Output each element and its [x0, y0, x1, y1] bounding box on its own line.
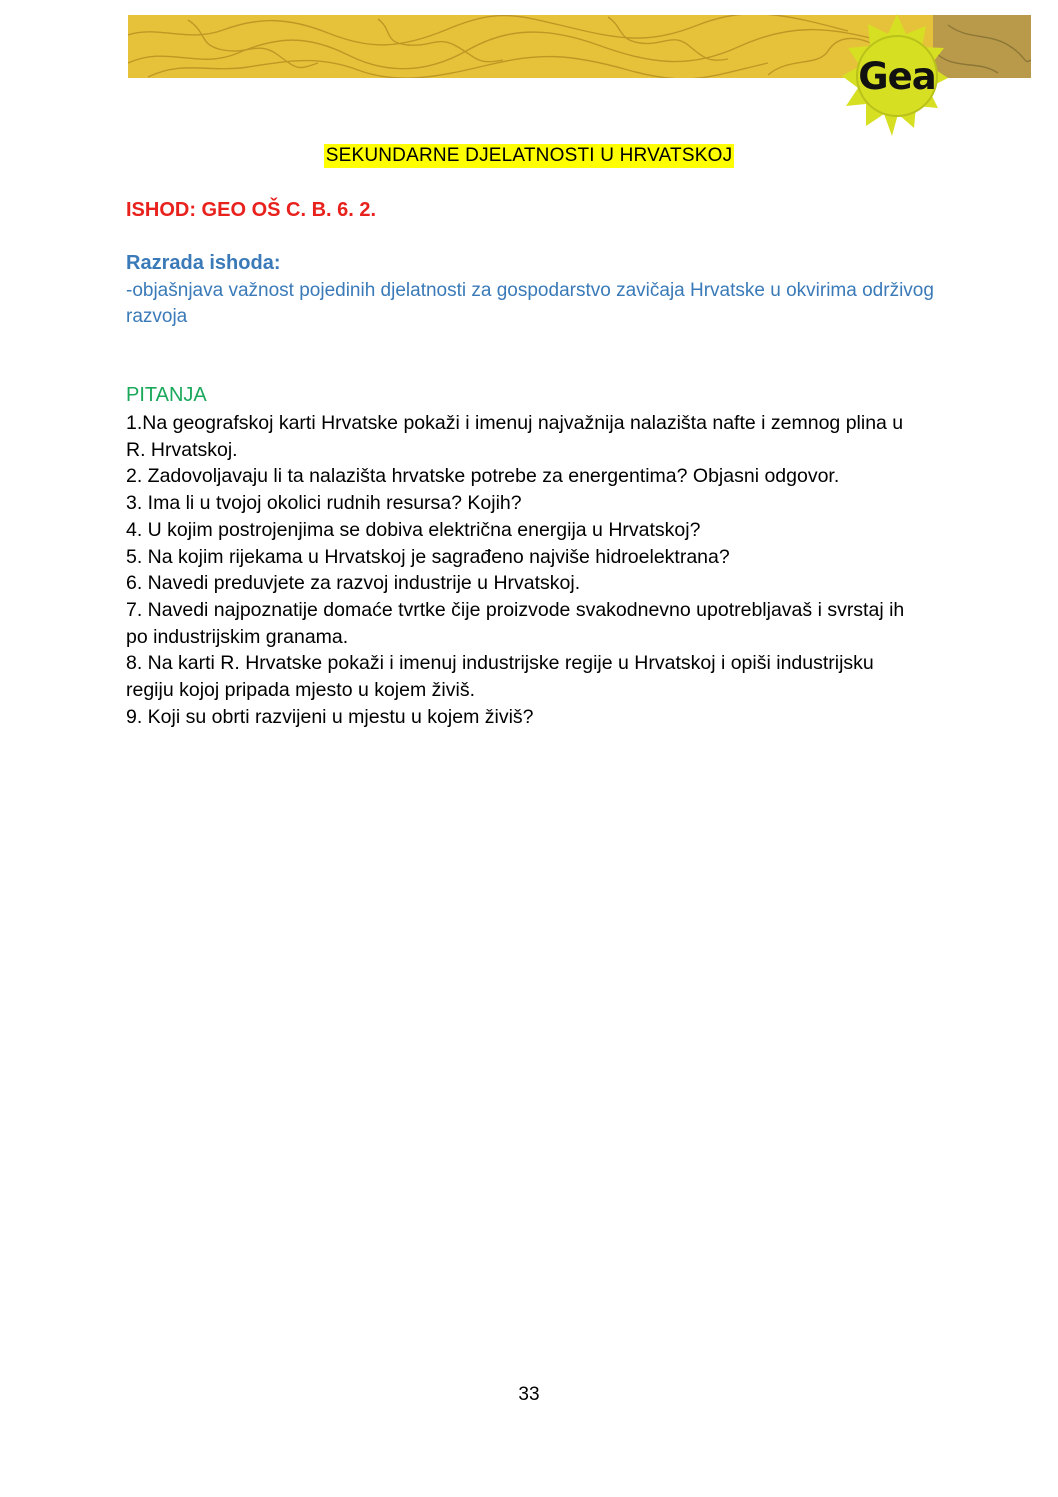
- title-wrap: [0, 144, 1058, 168]
- question-item: 6. Navedi preduvjete za razvoj industrije u Hrvatskoj.: [126, 572, 581, 595]
- question-item: 9. Koji su obrti razvijeni u mjestu u kojem živiš?: [126, 705, 534, 728]
- question-item: 4. U kojim postrojenjima se dobiva električna energija u Hrvatskoj?: [126, 518, 701, 541]
- logo-text: Gea: [858, 55, 936, 98]
- question-item: 1.Na geografskoj karti Hrvatske pokaži i imenuj najvažnija nalazišta nafte i zemnog plina u R. Hrvatskoj.: [126, 412, 904, 461]
- outcome-elaboration-text: -objašnjava važnost pojedinih djelatnosti za gospodarstvo zavičaja Hrvatske u okvirima održivog razvoja: [126, 280, 934, 327]
- question-item: 8. Na karti R. Hrvatske pokaži i imenuj industrijske regije u Hrvatskoj i opiši industrijsku regiju kojoj pripada mjesto u kojem živiš.: [126, 652, 874, 702]
- gea-logo: [842, 14, 952, 136]
- questions-heading: PITANJA: [126, 384, 207, 406]
- question-item: 2. Zadovoljavaju li ta nalazišta hrvatske potrebe za energentima? Objasni odgovor.: [126, 465, 840, 488]
- question-item: 5. Na kojim rijekama u Hrvatskoj je sagrađeno najviše hidroelektrana?: [126, 545, 730, 568]
- outcome-code: ISHOD: GEO OŠ C. B. 6. 2.: [126, 199, 377, 221]
- outcome-elaboration-label: Razrada ishoda:: [126, 252, 281, 274]
- page-title: SEKUNDARNE DJELATNOSTI U HRVATSKOJ: [325, 145, 733, 166]
- questions-list: [126, 410, 926, 730]
- question-item: 7. Navedi najpoznatije domaće tvrtke čije proizvode svakodnevno upotrebljavaš i svrstaj ih po industrijskim granama.: [126, 598, 905, 648]
- page-number: 33: [518, 1384, 540, 1405]
- question-item: 3. Ima li u tvojoj okolici rudnih resursa? Kojih?: [126, 492, 522, 515]
